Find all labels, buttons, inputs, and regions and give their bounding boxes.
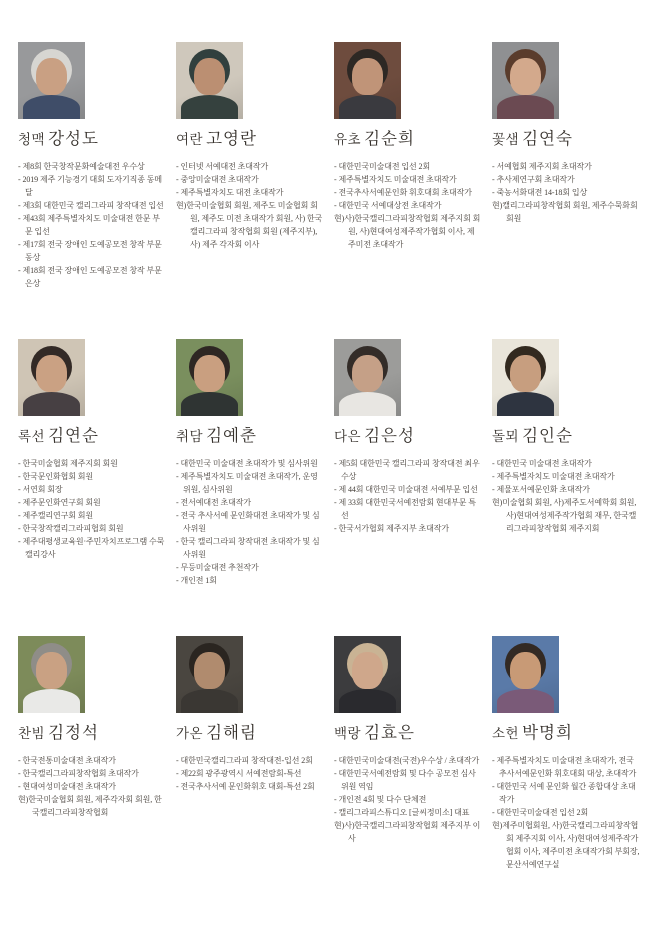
- bio-line: - 제43회 제주특별자치도 미술대전 한문 부문 입선: [18, 214, 160, 236]
- artist-name: 강성도: [48, 129, 99, 148]
- profile-card: [490, 337, 648, 634]
- bio-line: 현)캘리그라피창작협회 회원, 제주수묵화회 회원: [492, 201, 638, 223]
- profile-card: [16, 337, 174, 634]
- artist-name: 김순희: [364, 129, 415, 148]
- profile-card: [16, 634, 174, 931]
- artist-name: 김예춘: [206, 426, 257, 445]
- profile-photo: [18, 42, 85, 119]
- name-row: [492, 719, 640, 741]
- artist-name: 김효은: [364, 723, 415, 742]
- profile-photo: [492, 636, 559, 713]
- photo-shoulders-shape: [339, 689, 396, 713]
- pen-name: 돌뫼: [492, 429, 520, 444]
- bio-list: [492, 457, 640, 535]
- bio-line: 현)사)한국캘리그라피창작협회 제주지회 회원, 사)현대여성제주작가협회 이사, 제주미전 초대작가: [334, 214, 481, 249]
- bio-line: - 제18회 전국 장애인 도예공모전 창작 부문 은상: [18, 266, 162, 288]
- photo-shoulders-shape: [339, 392, 396, 416]
- profile-photo: [334, 636, 401, 713]
- bio-line: - 죽농서화대전 14-18회 입상: [492, 188, 588, 197]
- profile-photo: [492, 42, 559, 119]
- bio-list: [334, 160, 482, 251]
- bio-line: - 제 33회 대한민국서예전람회 현대부문 특선: [334, 498, 476, 520]
- bio-line: - 제주캘리연구회 회원: [18, 511, 94, 520]
- bio-line: - 2019 제주 기능경기 대회 도자기직종 동메달: [18, 175, 162, 197]
- bio-line: - 한국문인화협회 회원: [18, 472, 94, 481]
- name-row: [18, 719, 166, 741]
- photo-head-shape: [36, 652, 67, 689]
- photo-head-shape: [36, 355, 67, 392]
- bio-list: [176, 457, 324, 587]
- bio-line: - 무등미술대전 추천작가: [176, 563, 259, 572]
- name-row: [492, 125, 640, 147]
- artist-name: 김은성: [364, 426, 415, 445]
- photo-shoulders-shape: [23, 95, 80, 119]
- bio-line: - 제주대평생교육원·주민자치프로그램 수묵캘리강사: [18, 537, 165, 559]
- bio-line: 현)사)한국캘리그라피창작협회 제주지부 이사: [334, 821, 481, 843]
- bio-line: - 서연회 회장: [18, 485, 63, 494]
- bio-line: - 제3회 대한민국 캘리그라피 창작대전 입선: [18, 201, 164, 210]
- photo-head-shape: [352, 58, 383, 95]
- bio-list: [18, 457, 166, 561]
- artist-name: 김연순: [48, 426, 99, 445]
- bio-line: - 제22회 광주광역시 서예전람회-특선: [176, 769, 302, 778]
- name-row: [492, 422, 640, 444]
- bio-line: - 중앙미술대전 초대작가: [176, 175, 259, 184]
- name-row: [334, 719, 482, 741]
- photo-shoulders-shape: [181, 95, 238, 119]
- bio-line: - 한국서가협회 제주지부 초대작가: [334, 524, 450, 533]
- artist-name: 고영란: [206, 129, 257, 148]
- bio-line: 현)미술협회 회원, 사)제주도서예학회 회원, 사)현대여성제주작가협회 재무, 한국캘리그라피창작협회 제주지회: [492, 498, 637, 533]
- bio-line: - 제주문인화연구회 회원: [18, 498, 101, 507]
- photo-shoulders-shape: [497, 95, 554, 119]
- photo-shoulders-shape: [497, 689, 554, 713]
- photo-head-shape: [352, 355, 383, 392]
- bio-line: - 추사제연구회 초대작가: [492, 175, 575, 184]
- bio-line: - 한국캘리그라피창작협회 초대작가: [18, 769, 139, 778]
- profile-card: [16, 40, 174, 337]
- profile-card: [490, 634, 648, 931]
- bio-line: - 개인전 1회: [176, 576, 217, 585]
- pen-name: 꽃샘: [492, 132, 520, 147]
- bio-line: - 제8회 한국창작문화예술대전 우수상: [18, 162, 145, 171]
- profile-card: [332, 40, 490, 337]
- photo-head-shape: [510, 652, 541, 689]
- profile-photo: [176, 339, 243, 416]
- bio-list: [176, 754, 324, 793]
- profile-photo: [492, 339, 559, 416]
- bio-line: 현)한국미술협회 회원, 제주도 미술협회 회원, 제주도 미전 초대작가 회원, 사) 한국캘리그라피 창작협회 회원 (제주지부), 사) 제주 각자회 이사: [176, 201, 323, 249]
- bio-line: - 대한민국 미술대전 초대작가 및 심사위원: [176, 459, 318, 468]
- bio-list: [334, 457, 482, 535]
- name-row: [18, 125, 166, 147]
- bio-line: - 개인전 4회 및 다수 단체전: [334, 795, 427, 804]
- artist-name: 박명희: [522, 723, 573, 742]
- photo-shoulders-shape: [497, 392, 554, 416]
- photo-shoulders-shape: [181, 689, 238, 713]
- bio-line: - 대한민국 서예대상전 초대작가: [334, 201, 442, 210]
- bio-line: - 전서예대전 초대작가: [176, 498, 252, 507]
- profile-photo: [18, 339, 85, 416]
- profile-photo: [18, 636, 85, 713]
- bio-line: - 전국추사서예문인화 휘호대회 초대작가: [334, 188, 472, 197]
- profile-card: [332, 634, 490, 931]
- pen-name: 청맥: [18, 132, 46, 147]
- photo-head-shape: [194, 652, 225, 689]
- bio-line: - 대한민국 미술대전 초대작가: [492, 459, 592, 468]
- pen-name: 여란: [176, 132, 204, 147]
- bio-line: - 인터넷 서예대전 초대작가: [176, 162, 269, 171]
- bio-line: - 제주특별자치도 미술대전 초대작가, 전국추사서예문인화 휘호대회 대상, 초대작가: [492, 756, 637, 778]
- bio-line: - 대한민국캘리그라피 창작대전-입선 2회: [176, 756, 313, 765]
- bio-line: - 대한민국서예전람회 및 다수 공모전 심사위원 역임: [334, 769, 476, 791]
- artist-name: 김정석: [48, 723, 99, 742]
- profile-card: [174, 634, 332, 931]
- bio-list: [492, 160, 640, 225]
- name-row: [18, 422, 166, 444]
- photo-head-shape: [352, 652, 383, 689]
- pen-name: 소헌: [492, 726, 520, 741]
- bio-line: - 제주특별자치도 미술대전 초대작가: [334, 175, 457, 184]
- artist-name: 김인순: [522, 426, 573, 445]
- bio-line: - 제17회 전국 장애인 도예공모전 창작 부문 동상: [18, 240, 162, 262]
- bio-line: - 현대여성미술대전 초대작가: [18, 782, 116, 791]
- bio-line: - 전국 추사서예 문인화대전 초대작가 및 심사위원: [176, 511, 320, 533]
- pen-name: 유초: [334, 132, 362, 147]
- name-row: [176, 125, 324, 147]
- artist-name: 김해림: [206, 723, 257, 742]
- bio-line: - 대한민국미술대전 입선 2회: [492, 808, 589, 817]
- bio-line: - 대한민국 서예 문인화 월간 종합대상 초대작가: [492, 782, 636, 804]
- profile-card: [174, 40, 332, 337]
- bio-list: [18, 754, 166, 819]
- photo-shoulders-shape: [23, 689, 80, 713]
- bio-line: - 한국 캘리그라피 창작대전 초대작가 및 심사위원: [176, 537, 320, 559]
- profile-card: [332, 337, 490, 634]
- pen-name: 가온: [176, 726, 204, 741]
- profile-photo: [176, 42, 243, 119]
- bio-line: - 대한민국미술대전 입선 2회: [334, 162, 431, 171]
- bio-line: - 제주특별자치도 미술대전 초대작가, 운영위원, 심사위원: [176, 472, 318, 494]
- bio-line: - 제주특별자치도 미술대전 초대작가: [492, 472, 615, 481]
- pen-name: 취담: [176, 429, 204, 444]
- pen-name: 찬빔: [18, 726, 46, 741]
- photo-head-shape: [510, 355, 541, 392]
- bio-line: - 대한민국미술대전(국전)우수상 / 초대작가: [334, 756, 480, 765]
- photo-head-shape: [510, 58, 541, 95]
- bio-list: [18, 160, 166, 290]
- bio-line: - 전국추사서예 문인화휘호 대회-특선 2회: [176, 782, 315, 791]
- bio-line: 현)제주미협회원, 사)한국캘리그라피창작협회 제주지회 이사, 사)현대여성제주작가협회 이사, 제주미전 초대작가회 부회장, 문산서예연구실: [492, 821, 640, 869]
- artist-name: 김연숙: [522, 129, 573, 148]
- bio-line: 현)한국미술협회 회원, 제주각자회 회원, 한국캘리그라피창작협회: [18, 795, 162, 817]
- name-row: [334, 125, 482, 147]
- bio-line: - 제 44회 대한민국 미술대전 서예부문 입선: [334, 485, 478, 494]
- photo-shoulders-shape: [339, 95, 396, 119]
- bio-line: - 제주특별자치도 대전 초대작가: [176, 188, 284, 197]
- profile-card: [174, 337, 332, 634]
- bio-line: - 제물포서예문인화 초대작가: [492, 485, 590, 494]
- pen-name: 백랑: [334, 726, 362, 741]
- bio-line: - 서예협회 제주지회 초대작가: [492, 162, 592, 171]
- pen-name: 록선: [18, 429, 46, 444]
- pen-name: 다은: [334, 429, 362, 444]
- bio-line: - 캘리그라피스튜디오 [글씨정미소] 대표: [334, 808, 470, 817]
- bio-line: - 한국미술협회 제주지회 회원: [18, 459, 118, 468]
- name-row: [176, 719, 324, 741]
- photo-head-shape: [194, 355, 225, 392]
- profile-photo: [334, 42, 401, 119]
- bio-line: - 한국전통미술대전 초대작가: [18, 756, 116, 765]
- bio-line: - 제5회 대한민국 캘리그라피 창작대전 최우수상: [334, 459, 480, 481]
- bio-line: - 한국창작캘리그라피협회 회원: [18, 524, 124, 533]
- photo-shoulders-shape: [23, 392, 80, 416]
- bio-list: [176, 160, 324, 251]
- photo-shoulders-shape: [181, 392, 238, 416]
- profile-photo: [176, 636, 243, 713]
- name-row: [334, 422, 482, 444]
- bio-list: [334, 754, 482, 845]
- name-row: [176, 422, 324, 444]
- profile-photo: [334, 339, 401, 416]
- photo-head-shape: [36, 58, 67, 95]
- profile-card: [490, 40, 648, 337]
- photo-head-shape: [194, 58, 225, 95]
- bio-list: [492, 754, 640, 871]
